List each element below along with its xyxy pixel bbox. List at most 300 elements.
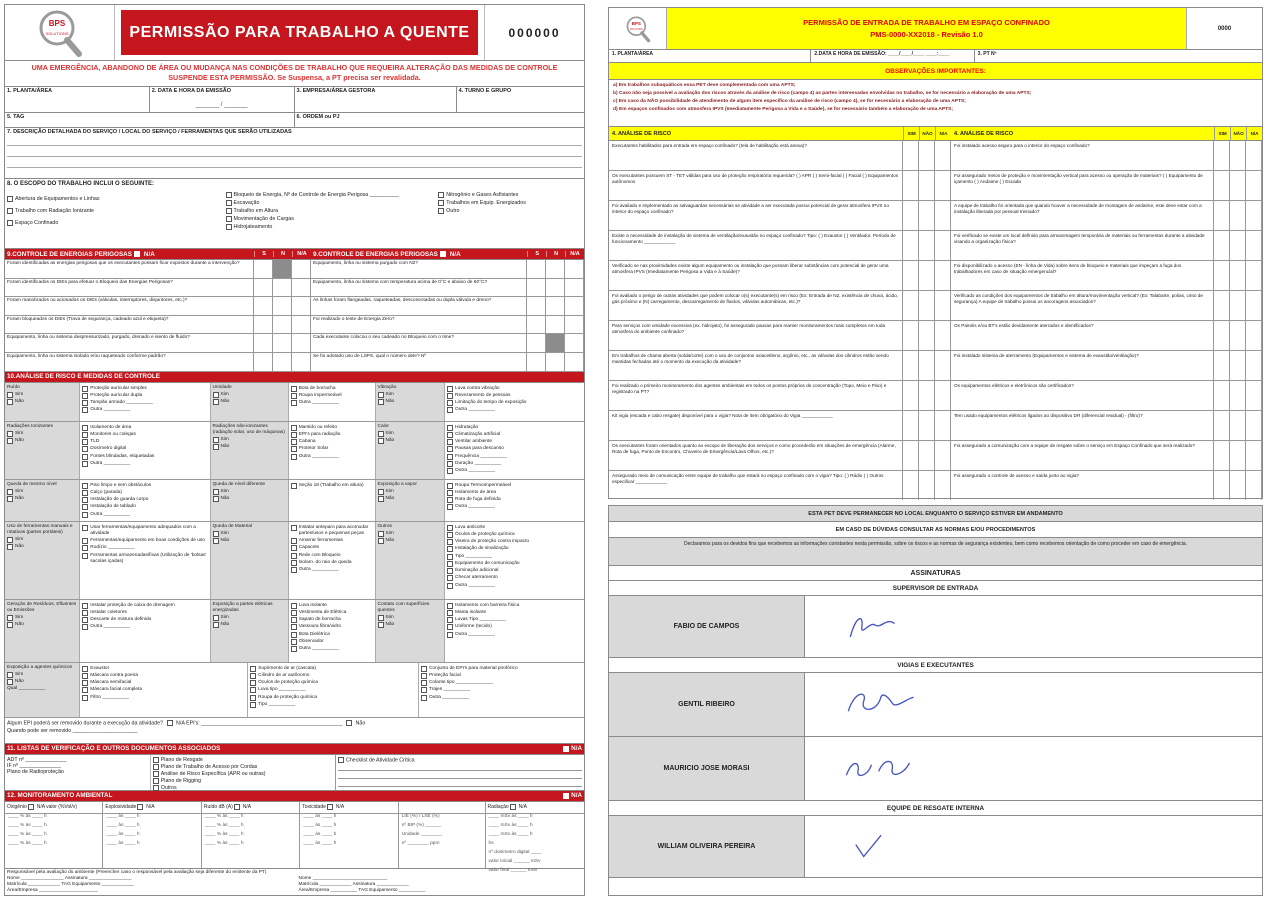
control-option[interactable] (421, 673, 582, 679)
signature-area[interactable] (805, 673, 1262, 736)
control-option[interactable] (82, 386, 207, 392)
control-option[interactable] (447, 603, 582, 609)
checkbox[interactable] (291, 632, 297, 638)
control-option[interactable] (447, 490, 582, 496)
control-option[interactable] (447, 483, 582, 489)
hazard-option[interactable] (7, 544, 77, 550)
answer-cell[interactable] (1230, 261, 1246, 290)
hazard-option[interactable] (213, 444, 286, 450)
checkbox[interactable] (291, 545, 297, 551)
checkbox[interactable] (226, 224, 232, 230)
responsible-field-line[interactable]: Área/Empresa ______________________ (7, 888, 98, 894)
checkbox[interactable] (438, 200, 444, 206)
measurement-line[interactable]: ____ mSv às ____ h (488, 831, 533, 837)
answer-cell[interactable] (935, 351, 951, 380)
answer-cell[interactable] (903, 291, 919, 320)
answer-cell[interactable] (292, 279, 311, 297)
checkbox[interactable] (447, 554, 453, 560)
checkbox[interactable] (7, 399, 13, 405)
answer-cell[interactable] (527, 297, 546, 315)
checkbox[interactable] (447, 504, 453, 510)
checkbox[interactable] (213, 538, 219, 544)
checkbox[interactable] (226, 216, 232, 222)
hazard-option[interactable] (213, 392, 286, 398)
answer-cell[interactable] (292, 334, 311, 352)
control-option[interactable] (82, 603, 207, 609)
control-option[interactable] (250, 695, 416, 701)
measurement-line[interactable]: nº dosímetro digital ____ (488, 849, 542, 855)
measurement-line[interactable]: ____ às ____ h (106, 831, 140, 837)
measurement-line[interactable]: ____ % às ____ h (204, 822, 244, 828)
checkbox[interactable] (213, 615, 219, 621)
measurement-line[interactable]: ____ % às ____ h (8, 822, 47, 828)
checkbox[interactable] (291, 538, 297, 544)
checkbox[interactable] (447, 568, 453, 574)
control-option[interactable] (447, 575, 582, 581)
checkbox[interactable] (421, 673, 427, 679)
checkbox[interactable] (82, 695, 88, 701)
checkbox[interactable] (82, 393, 88, 399)
control-option[interactable] (291, 439, 373, 445)
control-option[interactable] (291, 639, 373, 645)
answer-cell[interactable] (273, 353, 292, 371)
field-data-hora-emissao[interactable]: 2.DATA E HORA DE EMISSÃO: ____/____/____ ____:____ (811, 50, 974, 62)
control-option[interactable] (421, 666, 582, 672)
hazard-option[interactable] (378, 431, 442, 437)
na-checkbox[interactable] (563, 746, 569, 752)
control-option[interactable] (447, 561, 582, 567)
control-option[interactable] (291, 425, 373, 431)
checkbox[interactable] (134, 251, 140, 257)
checkbox[interactable] (82, 680, 88, 686)
control-option[interactable] (447, 568, 582, 574)
checkbox[interactable] (213, 496, 219, 502)
control-option[interactable] (447, 554, 582, 560)
answer-cell[interactable] (527, 334, 546, 352)
doc-field-line[interactable]: ADT nº ______________ (7, 756, 67, 763)
blank-line[interactable] (338, 771, 582, 779)
answer-cell[interactable] (1214, 231, 1230, 260)
control-option[interactable] (82, 504, 207, 510)
answer-cell[interactable] (1214, 141, 1230, 170)
checkbox[interactable] (82, 461, 88, 467)
field-planta-area[interactable]: 1. PLANTA/ÁREA (609, 50, 811, 62)
scope-option[interactable] (226, 224, 439, 230)
answer-cell[interactable] (273, 279, 292, 297)
control-option[interactable] (447, 539, 582, 545)
checkbox[interactable] (447, 624, 453, 630)
checkbox[interactable] (291, 567, 297, 573)
control-option[interactable] (447, 386, 582, 392)
checkbox[interactable] (447, 539, 453, 545)
field-data-hora-emissao[interactable] (150, 87, 295, 112)
control-option[interactable] (291, 632, 373, 638)
control-option[interactable] (421, 680, 582, 686)
answer-cell[interactable] (1246, 201, 1262, 230)
control-option[interactable] (447, 617, 582, 623)
answer-cell[interactable] (903, 411, 919, 440)
control-option[interactable] (291, 617, 373, 623)
checkbox[interactable] (82, 490, 88, 496)
checkbox[interactable] (234, 804, 240, 810)
hazard-option[interactable] (213, 615, 286, 621)
control-option[interactable] (82, 439, 207, 445)
control-option[interactable] (291, 446, 373, 452)
measurement-line[interactable]: Unidade ________ (401, 831, 443, 837)
signature-area[interactable] (805, 816, 1262, 877)
blank-line[interactable] (338, 763, 582, 771)
checkbox[interactable] (250, 680, 256, 686)
checkbox[interactable] (153, 785, 159, 791)
signature-area[interactable] (805, 737, 1262, 800)
answer-cell[interactable] (1246, 141, 1262, 170)
control-option[interactable] (447, 525, 582, 531)
control-option[interactable] (447, 532, 582, 538)
measurement-line[interactable]: valor final ______ mSv (488, 867, 538, 873)
control-option[interactable] (421, 687, 582, 693)
checkbox[interactable] (378, 538, 384, 544)
answer-cell[interactable] (273, 260, 292, 278)
field-ordem-pj[interactable] (295, 113, 585, 127)
answer-cell[interactable] (903, 261, 919, 290)
measurement-line[interactable]: ____ às ____ h (303, 813, 337, 819)
answer-cell[interactable] (935, 291, 951, 320)
control-option[interactable] (82, 432, 207, 438)
checkbox[interactable] (447, 468, 453, 474)
measurement-line[interactable]: ____ % às ____ h (8, 831, 47, 837)
checkbox[interactable] (7, 438, 13, 444)
field-tag[interactable] (5, 113, 295, 127)
checkbox[interactable] (213, 399, 219, 405)
answer-cell[interactable] (935, 441, 951, 470)
checkbox[interactable] (378, 615, 384, 621)
control-option[interactable] (447, 425, 582, 431)
control-option[interactable] (250, 687, 416, 693)
checkbox[interactable] (291, 525, 297, 531)
measurement-line[interactable]: ____ % às ____ h (8, 840, 47, 846)
checkbox[interactable] (338, 757, 344, 763)
checkbox[interactable] (440, 251, 446, 257)
checkbox[interactable] (447, 425, 453, 431)
scope-option[interactable] (226, 200, 439, 206)
measurement-line[interactable]: hs (488, 840, 494, 846)
checkbox[interactable] (153, 771, 159, 777)
checkbox[interactable] (82, 687, 88, 693)
checkbox[interactable] (291, 610, 297, 616)
measurement-line[interactable]: ____ às ____ h (106, 840, 140, 846)
checkbox[interactable] (250, 702, 256, 708)
checkbox[interactable] (7, 537, 13, 543)
scope-option[interactable] (438, 208, 582, 214)
answer-cell[interactable] (565, 316, 584, 334)
answer-cell[interactable] (919, 231, 935, 260)
checkbox[interactable] (167, 720, 173, 726)
answer-cell[interactable] (1230, 141, 1246, 170)
checkbox[interactable] (82, 603, 88, 609)
control-option[interactable] (82, 538, 207, 544)
na-checkbox[interactable] (563, 793, 569, 799)
checkbox[interactable] (213, 444, 219, 450)
control-option[interactable] (82, 624, 207, 630)
field-pt-numero[interactable]: 3. PT Nº (977, 51, 997, 57)
answer-cell[interactable] (903, 441, 919, 470)
control-option[interactable] (82, 446, 207, 452)
checkbox[interactable] (378, 399, 384, 405)
checkbox[interactable] (438, 192, 444, 198)
answer-cell[interactable] (919, 321, 935, 350)
checkbox[interactable] (447, 603, 453, 609)
control-option[interactable] (447, 624, 582, 630)
checkbox[interactable] (7, 208, 13, 214)
checkbox[interactable] (82, 504, 88, 510)
control-option[interactable] (291, 560, 373, 566)
checkbox[interactable] (28, 804, 34, 810)
answer-cell[interactable] (254, 279, 273, 297)
hazard-option[interactable] (213, 489, 286, 495)
measurement-line[interactable]: ____ às ____ h (303, 840, 337, 846)
hazard-option[interactable] (378, 615, 442, 621)
checkbox[interactable] (421, 687, 427, 693)
answer-cell[interactable] (919, 291, 935, 320)
answer-cell[interactable] (565, 334, 584, 352)
checkbox[interactable] (7, 431, 13, 437)
answer-cell[interactable] (1230, 321, 1246, 350)
hazard-option[interactable] (378, 496, 442, 502)
answer-cell[interactable] (273, 297, 292, 315)
checkbox[interactable] (346, 720, 352, 726)
control-option[interactable] (447, 407, 582, 413)
responsible-field-line[interactable]: Área/Empresa __________ TAG Equipamento __________ (298, 888, 426, 894)
checkbox[interactable] (82, 432, 88, 438)
answer-cell[interactable] (919, 141, 935, 170)
measurement-line[interactable]: ____ às ____ h (106, 813, 140, 819)
description-line[interactable] (7, 146, 582, 157)
answer-cell[interactable] (1230, 411, 1246, 440)
hazard-option[interactable] (213, 496, 286, 502)
measurement-line[interactable]: nº BIP (%) ______ (401, 822, 442, 828)
answer-cell[interactable] (1246, 291, 1262, 320)
control-option[interactable] (447, 583, 582, 589)
answer-cell[interactable] (1214, 411, 1230, 440)
responsible-field-line[interactable]: Nome ________________ Assinatura ________________ (7, 875, 132, 881)
answer-cell[interactable] (1246, 471, 1262, 500)
epi-when-line[interactable]: Quando pode ser removido ______________________ (7, 728, 138, 735)
checkbox[interactable] (447, 407, 453, 413)
control-option[interactable] (250, 680, 416, 686)
checkbox[interactable] (327, 804, 333, 810)
epi-list-line[interactable]: EPI's: ________________________________________________ (186, 720, 343, 727)
checkbox[interactable] (82, 386, 88, 392)
answer-cell[interactable] (254, 334, 273, 352)
hazard-option[interactable] (378, 531, 442, 537)
checkbox[interactable] (153, 778, 159, 784)
hazard-option[interactable] (213, 437, 286, 443)
answer-cell[interactable] (919, 441, 935, 470)
scope-option[interactable] (7, 196, 226, 202)
checkbox[interactable] (447, 617, 453, 623)
control-option[interactable] (291, 545, 373, 551)
answer-cell[interactable] (565, 297, 584, 315)
answer-cell[interactable] (254, 297, 273, 315)
answer-cell[interactable] (1214, 381, 1230, 410)
control-option[interactable] (82, 666, 245, 672)
answer-cell[interactable] (546, 334, 565, 352)
answer-cell[interactable] (1246, 171, 1262, 200)
checkbox[interactable] (82, 673, 88, 679)
hazard-option[interactable] (378, 622, 442, 628)
checkbox[interactable] (82, 610, 88, 616)
checkbox[interactable] (82, 425, 88, 431)
control-option[interactable] (291, 525, 373, 537)
hazard-option[interactable] (7, 399, 77, 405)
checkbox[interactable] (82, 545, 88, 551)
hazard-option[interactable] (378, 392, 442, 398)
doc-field-line[interactable]: IF nº ______________ (7, 762, 61, 769)
checkbox[interactable] (291, 560, 297, 566)
checkbox[interactable] (226, 200, 232, 206)
control-option[interactable] (291, 386, 373, 392)
checkbox[interactable] (378, 392, 384, 398)
checkbox[interactable] (447, 454, 453, 460)
control-option[interactable] (82, 545, 207, 551)
hazard-option[interactable] (7, 622, 77, 628)
checkbox[interactable] (82, 538, 88, 544)
control-option[interactable] (291, 553, 373, 559)
checkbox[interactable] (153, 764, 159, 770)
answer-cell[interactable] (903, 351, 919, 380)
control-option[interactable] (82, 393, 207, 399)
control-option[interactable] (82, 553, 207, 565)
control-option[interactable] (82, 461, 207, 467)
answer-cell[interactable] (292, 260, 311, 278)
measurement-line[interactable]: valor inicial ______ mSv (488, 858, 541, 864)
checkbox[interactable] (82, 446, 88, 452)
checkbox[interactable] (250, 666, 256, 672)
answer-cell[interactable] (935, 411, 951, 440)
hazard-option[interactable] (7, 537, 77, 543)
checkbox[interactable] (250, 687, 256, 693)
answer-cell[interactable] (527, 279, 546, 297)
checkbox[interactable] (447, 461, 453, 467)
answer-cell[interactable] (1214, 321, 1230, 350)
responsible-field-line[interactable]: Matrícula ____________ TAG Equipamento ____________ (7, 882, 134, 888)
answer-cell[interactable] (903, 471, 919, 500)
doc-field-line[interactable]: Plano de Radioproteção (7, 768, 64, 775)
checkbox[interactable] (291, 400, 297, 406)
answer-cell[interactable] (903, 171, 919, 200)
hazard-option[interactable] (7, 679, 77, 685)
scope-option[interactable] (7, 208, 226, 214)
checkbox[interactable] (291, 646, 297, 652)
checkbox[interactable] (82, 400, 88, 406)
measurement-line[interactable]: ____ % às ____ h (204, 831, 244, 837)
checkbox[interactable] (291, 553, 297, 559)
responsible-field-line[interactable]: Matrícula ____________ Assinatura ____________ (298, 882, 409, 888)
answer-cell[interactable] (919, 201, 935, 230)
field-value-line[interactable]: _______ / _______ (195, 102, 248, 108)
control-option[interactable] (250, 673, 416, 679)
answer-cell[interactable] (903, 321, 919, 350)
checkbox[interactable] (250, 673, 256, 679)
control-option[interactable] (82, 497, 207, 503)
checkbox[interactable] (447, 532, 453, 538)
checkbox[interactable] (82, 624, 88, 630)
checkbox[interactable] (291, 439, 297, 445)
answer-cell[interactable] (527, 353, 546, 371)
control-option[interactable] (82, 617, 207, 623)
control-option[interactable] (291, 432, 373, 438)
checkbox[interactable] (447, 386, 453, 392)
doc-option[interactable] (153, 757, 333, 763)
answer-cell[interactable] (903, 201, 919, 230)
checkbox[interactable] (7, 622, 13, 628)
answer-cell[interactable] (1246, 441, 1262, 470)
answer-cell[interactable] (565, 279, 584, 297)
answer-cell[interactable] (546, 316, 565, 334)
checkbox[interactable] (226, 192, 232, 198)
measurement-line[interactable]: nº ________ ppm (401, 840, 440, 846)
measurement-line[interactable]: ____ % às ____ h (204, 813, 244, 819)
checkbox[interactable] (291, 393, 297, 399)
checkbox[interactable] (291, 603, 297, 609)
answer-cell[interactable] (273, 316, 292, 334)
checkbox[interactable] (291, 639, 297, 645)
answer-cell[interactable] (919, 411, 935, 440)
checkbox[interactable] (7, 392, 13, 398)
checkbox[interactable] (447, 632, 453, 638)
control-option[interactable] (82, 680, 245, 686)
control-option[interactable] (82, 454, 207, 460)
control-option[interactable] (447, 446, 582, 452)
checkbox[interactable] (438, 208, 444, 214)
control-option[interactable] (250, 666, 416, 672)
checkbox[interactable] (82, 454, 88, 460)
control-option[interactable] (291, 483, 373, 489)
hazard-option[interactable] (7, 392, 77, 398)
control-option[interactable] (447, 497, 582, 503)
answer-cell[interactable] (1246, 381, 1262, 410)
answer-cell[interactable] (1230, 171, 1246, 200)
answer-cell[interactable] (1214, 201, 1230, 230)
field-turno-grupo[interactable] (457, 87, 584, 112)
checkbox[interactable] (378, 489, 384, 495)
checkbox[interactable] (447, 497, 453, 503)
description-line[interactable] (7, 157, 582, 168)
hazard-option[interactable] (7, 672, 77, 678)
control-option[interactable] (447, 439, 582, 445)
control-option[interactable] (447, 393, 582, 399)
checkbox[interactable] (447, 483, 453, 489)
control-option[interactable] (82, 400, 207, 406)
checkbox[interactable] (447, 583, 453, 589)
checkbox[interactable] (82, 407, 88, 413)
checkbox[interactable] (291, 624, 297, 630)
checkbox[interactable] (421, 695, 427, 701)
checkbox[interactable] (447, 575, 453, 581)
checkbox[interactable] (82, 512, 88, 518)
answer-cell[interactable] (903, 141, 919, 170)
checkbox[interactable] (378, 496, 384, 502)
answer-cell[interactable] (1230, 351, 1246, 380)
control-option[interactable] (82, 407, 207, 413)
blank-line[interactable] (338, 779, 582, 787)
checkbox[interactable] (447, 446, 453, 452)
control-option[interactable] (421, 695, 582, 701)
checkbox[interactable] (421, 666, 427, 672)
checkbox[interactable] (153, 757, 159, 763)
checkbox[interactable] (421, 680, 427, 686)
hazard-option[interactable] (7, 496, 77, 502)
